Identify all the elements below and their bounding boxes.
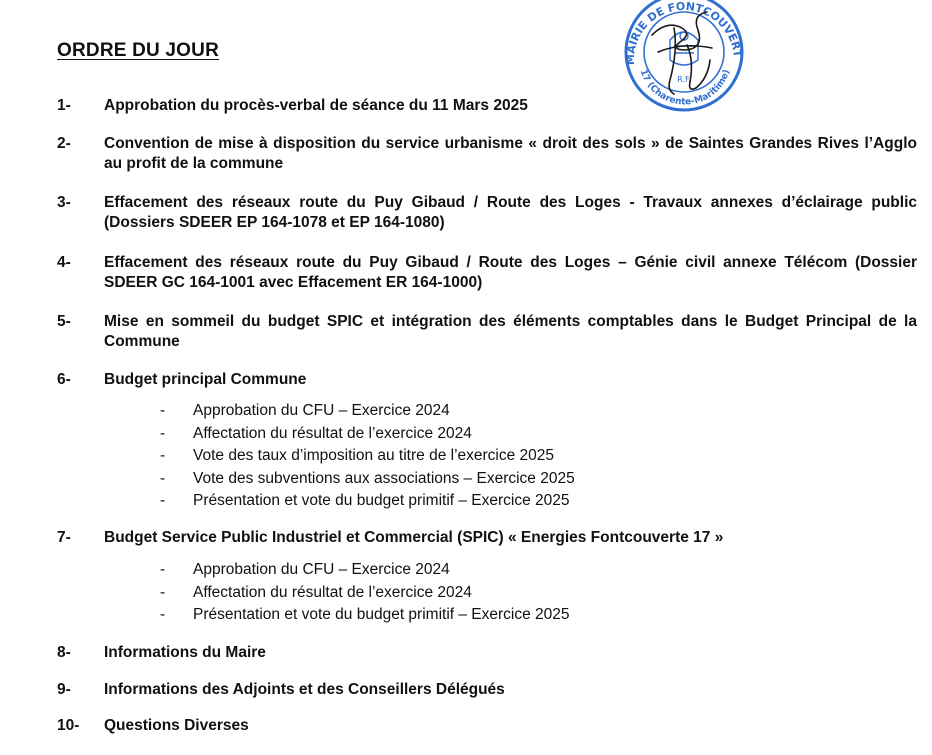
agenda-item-10	[57, 716, 917, 736]
agenda-item-9	[57, 680, 917, 700]
dash-bullet: -	[160, 561, 166, 578]
sub-item-text: Approbation du CFU – Exercice 2024	[193, 402, 450, 419]
item-number: 9-	[57, 681, 71, 698]
dash-bullet: -	[160, 492, 166, 509]
item-number: 5-	[57, 313, 71, 330]
budget-spic-sublist	[160, 559, 570, 627]
item-number: 4-	[57, 254, 71, 271]
item-text: Mise en sommeil du budget SPIC et intégration des éléments comptables dans le Budget Principal de la Commune	[104, 313, 917, 350]
page-title: ORDRE DU JOUR	[57, 40, 220, 61]
list-item	[160, 490, 575, 513]
agenda-item-2	[57, 134, 917, 174]
stamp-top-text: MAIRIE DE FONTCOUVERT	[623, 0, 745, 66]
budget-commune-sublist	[160, 400, 575, 513]
item-number: 1-	[57, 97, 71, 114]
agenda-item-6	[57, 370, 917, 390]
list-item	[160, 445, 575, 468]
item-number: 6-	[57, 371, 71, 388]
agenda-item-3	[57, 193, 917, 233]
stamp-center-text: R.F.	[677, 75, 691, 84]
item-text: Questions Diverses	[104, 717, 249, 734]
list-item	[160, 582, 570, 605]
item-text: Effacement des réseaux route du Puy Gibaud / Route des Loges – Génie civil annexe Télécom (Dossier SDEER GC 164-1001 avec Effacement ER 164-1000)	[104, 254, 917, 291]
sub-item-text: Présentation et vote du budget primitif – Exercice 2025	[193, 492, 570, 509]
item-text: Convention de mise à disposition du service urbanisme « droit des sols » de Saintes Grandes Rives l’Agglo au profit de la commune	[104, 135, 917, 172]
item-text: Effacement des réseaux route du Puy Gibaud / Route des Loges - Travaux annexes d’éclairage public (Dossiers SDEER EP 164-1078 et EP 164-1080)	[104, 194, 917, 231]
stamp-bottom-text: 17 (Charente-Maritime)	[637, 68, 733, 108]
item-number: 10-	[57, 717, 80, 734]
sub-item-text: Affectation du résultat de l’exercice 2024	[193, 424, 472, 442]
agenda-item-5	[57, 312, 917, 352]
item-text: Budget principal Commune	[104, 371, 307, 388]
sub-item-text: Vote des taux d’imposition au titre de l’exercice 2025	[193, 447, 555, 464]
dash-bullet: -	[160, 469, 166, 487]
sub-item-text: Présentation et vote du budget primitif – Exercice 2025	[193, 606, 570, 623]
sub-item-text: Approbation du CFU – Exercice 2024	[193, 561, 450, 578]
list-item	[160, 423, 575, 446]
item-number: 2-	[57, 135, 71, 152]
agenda-item-8	[57, 643, 917, 663]
agenda-item-1	[57, 96, 917, 116]
dash-bullet: -	[160, 447, 166, 464]
list-item	[160, 468, 575, 491]
agenda-item-4	[57, 253, 917, 293]
dash-bullet: -	[160, 424, 166, 442]
item-text: Approbation du procès-verbal de séance du 11 Mars 2025	[104, 97, 528, 114]
dash-bullet: -	[160, 583, 166, 601]
list-item	[160, 604, 570, 627]
list-item	[160, 559, 570, 582]
agenda-item-7	[57, 528, 917, 548]
dash-bullet: -	[160, 402, 166, 419]
item-number: 8-	[57, 644, 71, 661]
item-text: Informations du Maire	[104, 644, 266, 661]
item-text: Budget Service Public Industriel et Commercial (SPIC) « Energies Fontcouverte 17 »	[104, 529, 724, 546]
item-number: 3-	[57, 194, 71, 211]
item-text: Informations des Adjoints et des Conseillers Délégués	[104, 681, 505, 698]
sub-item-text: Vote des subventions aux associations – Exercice 2025	[193, 469, 575, 487]
sub-item-text: Affectation du résultat de l’exercice 2024	[193, 583, 472, 601]
item-number: 7-	[57, 529, 71, 546]
list-item	[160, 400, 575, 423]
dash-bullet: -	[160, 606, 166, 623]
